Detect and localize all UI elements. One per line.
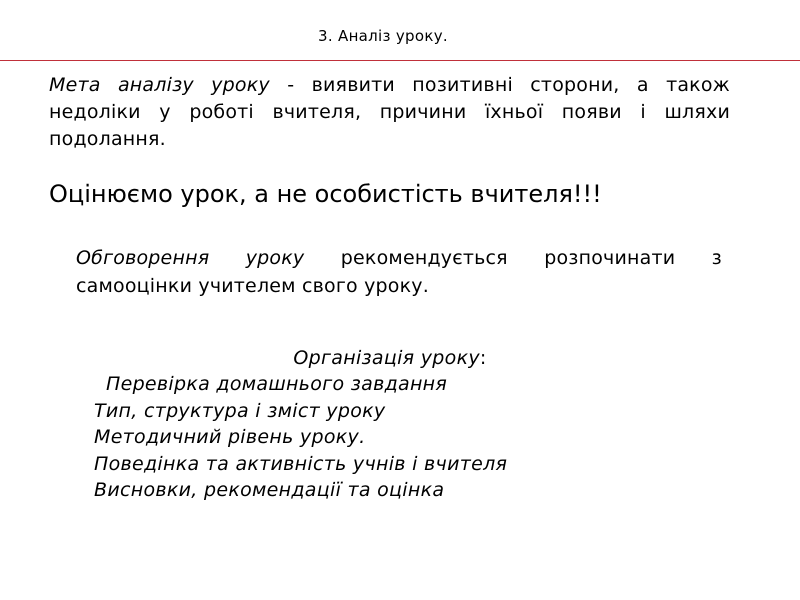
slide-title: 3. Аналіз уроку. bbox=[318, 27, 448, 45]
title-divider bbox=[0, 60, 800, 61]
organization-title-text: Організація уроку bbox=[293, 347, 480, 369]
organization-title-colon: : bbox=[479, 347, 487, 369]
discussion-text: рекомендується розпочинати з самооцінки учителем свого уроку. bbox=[76, 247, 722, 297]
list-item: Тип, структура і зміст уроку bbox=[94, 399, 386, 422]
lesson-discussion-paragraph bbox=[76, 244, 722, 300]
discussion-italic-lead: Обговорення уроку bbox=[76, 247, 305, 269]
list-item: Перевірка домашнього завдання bbox=[106, 373, 448, 395]
goal-italic-lead: Мета аналізу уроку bbox=[49, 74, 270, 96]
list-item: Методичний рівень уроку. bbox=[94, 426, 366, 448]
organization-title bbox=[0, 345, 780, 371]
list-item: Поведінка та активність учнів і вчителя bbox=[94, 452, 508, 475]
goal-text: - виявити позитивні сторони, а також недоліки у роботі вчителя, причини їхньої появи і шляхи подолання. bbox=[49, 74, 730, 150]
organization-list bbox=[94, 371, 507, 504]
lesson-analysis-goal-paragraph bbox=[49, 72, 730, 153]
list-item: Висновки, рекомендації та оцінка bbox=[94, 479, 445, 501]
main-statement: Оцінюємо урок, а не особистість вчителя!!! bbox=[49, 180, 602, 208]
